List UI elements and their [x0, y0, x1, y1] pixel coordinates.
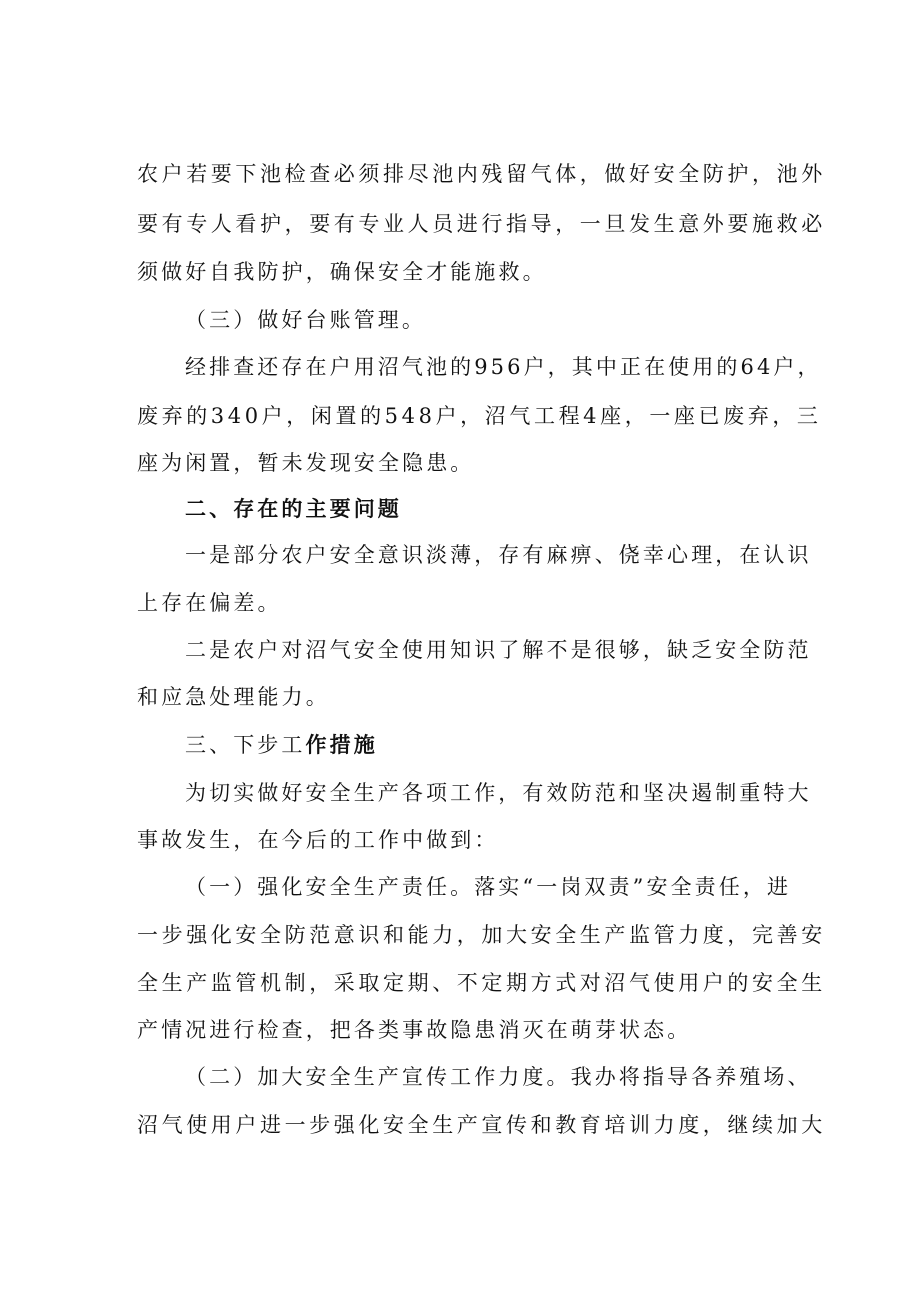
- paragraph-line: 一是部分农户安全意识淡薄，存有麻痹、侥幸心理，在认识: [185, 543, 812, 567]
- section-heading-part: 三、下步工: [185, 733, 306, 757]
- paragraph-line: 全生产监管机制，采取定期、不定期方式对沼气使用户的安全生: [137, 971, 826, 995]
- section-heading-part-bold: 作措施: [305, 732, 378, 757]
- paragraph-line: 沼气使用户进一步强化安全生产宣传和教育培训力度，继续加大: [137, 1113, 826, 1137]
- paragraph-line: （二）加大安全生产宣传工作力度。我办将指导各养殖场、: [185, 1065, 812, 1089]
- paragraph-line: 和应急处理能力。: [137, 685, 330, 709]
- paragraph-line: 须做好自我防护，确保安全才能施救。: [137, 260, 547, 284]
- section-heading: 二、存在的主要问题: [185, 496, 402, 521]
- paragraph-line: 二是农户对沼气安全使用知识了解不是很够，缺乏安全防范: [185, 638, 812, 662]
- paragraph-line: 一步强化安全防范意识和能力，加大安全生产监管力度，完善安: [137, 923, 826, 947]
- paragraph-line: （一）强化安全生产责任。落实“一岗双责”安全责任，进: [185, 875, 792, 899]
- section-heading: [185, 731, 378, 759]
- paragraph-line: 农户若要下池检查必须排尽池内残留气体，做好安全防护，池外: [137, 162, 826, 186]
- paragraph-line: 要有专人看护，要有专业人员进行指导，一旦发生意外要施救必: [137, 212, 826, 236]
- paragraph-line: 产情况进行检查，把各类事故隐患消灭在萌芽状态。: [137, 1018, 692, 1042]
- paragraph-line: 座为闲置，暂未发现安全隐患。: [137, 451, 475, 475]
- paragraph-line: 上存在偏差。: [137, 591, 282, 615]
- paragraph-line: 事故发生，在今后的工作中做到：: [137, 828, 499, 852]
- subsection-heading: （三）做好台账管理。: [185, 308, 426, 332]
- paragraph-line: 废弃的340户，闲置的548户，沼气工程4座，一座已废弃，三: [137, 404, 822, 428]
- paragraph-line: 为切实做好安全生产各项工作，有效防范和坚决遏制重特大: [185, 781, 812, 805]
- paragraph-line: 经排查还存在户用沼气池的956户，其中正在使用的64户，: [185, 355, 822, 379]
